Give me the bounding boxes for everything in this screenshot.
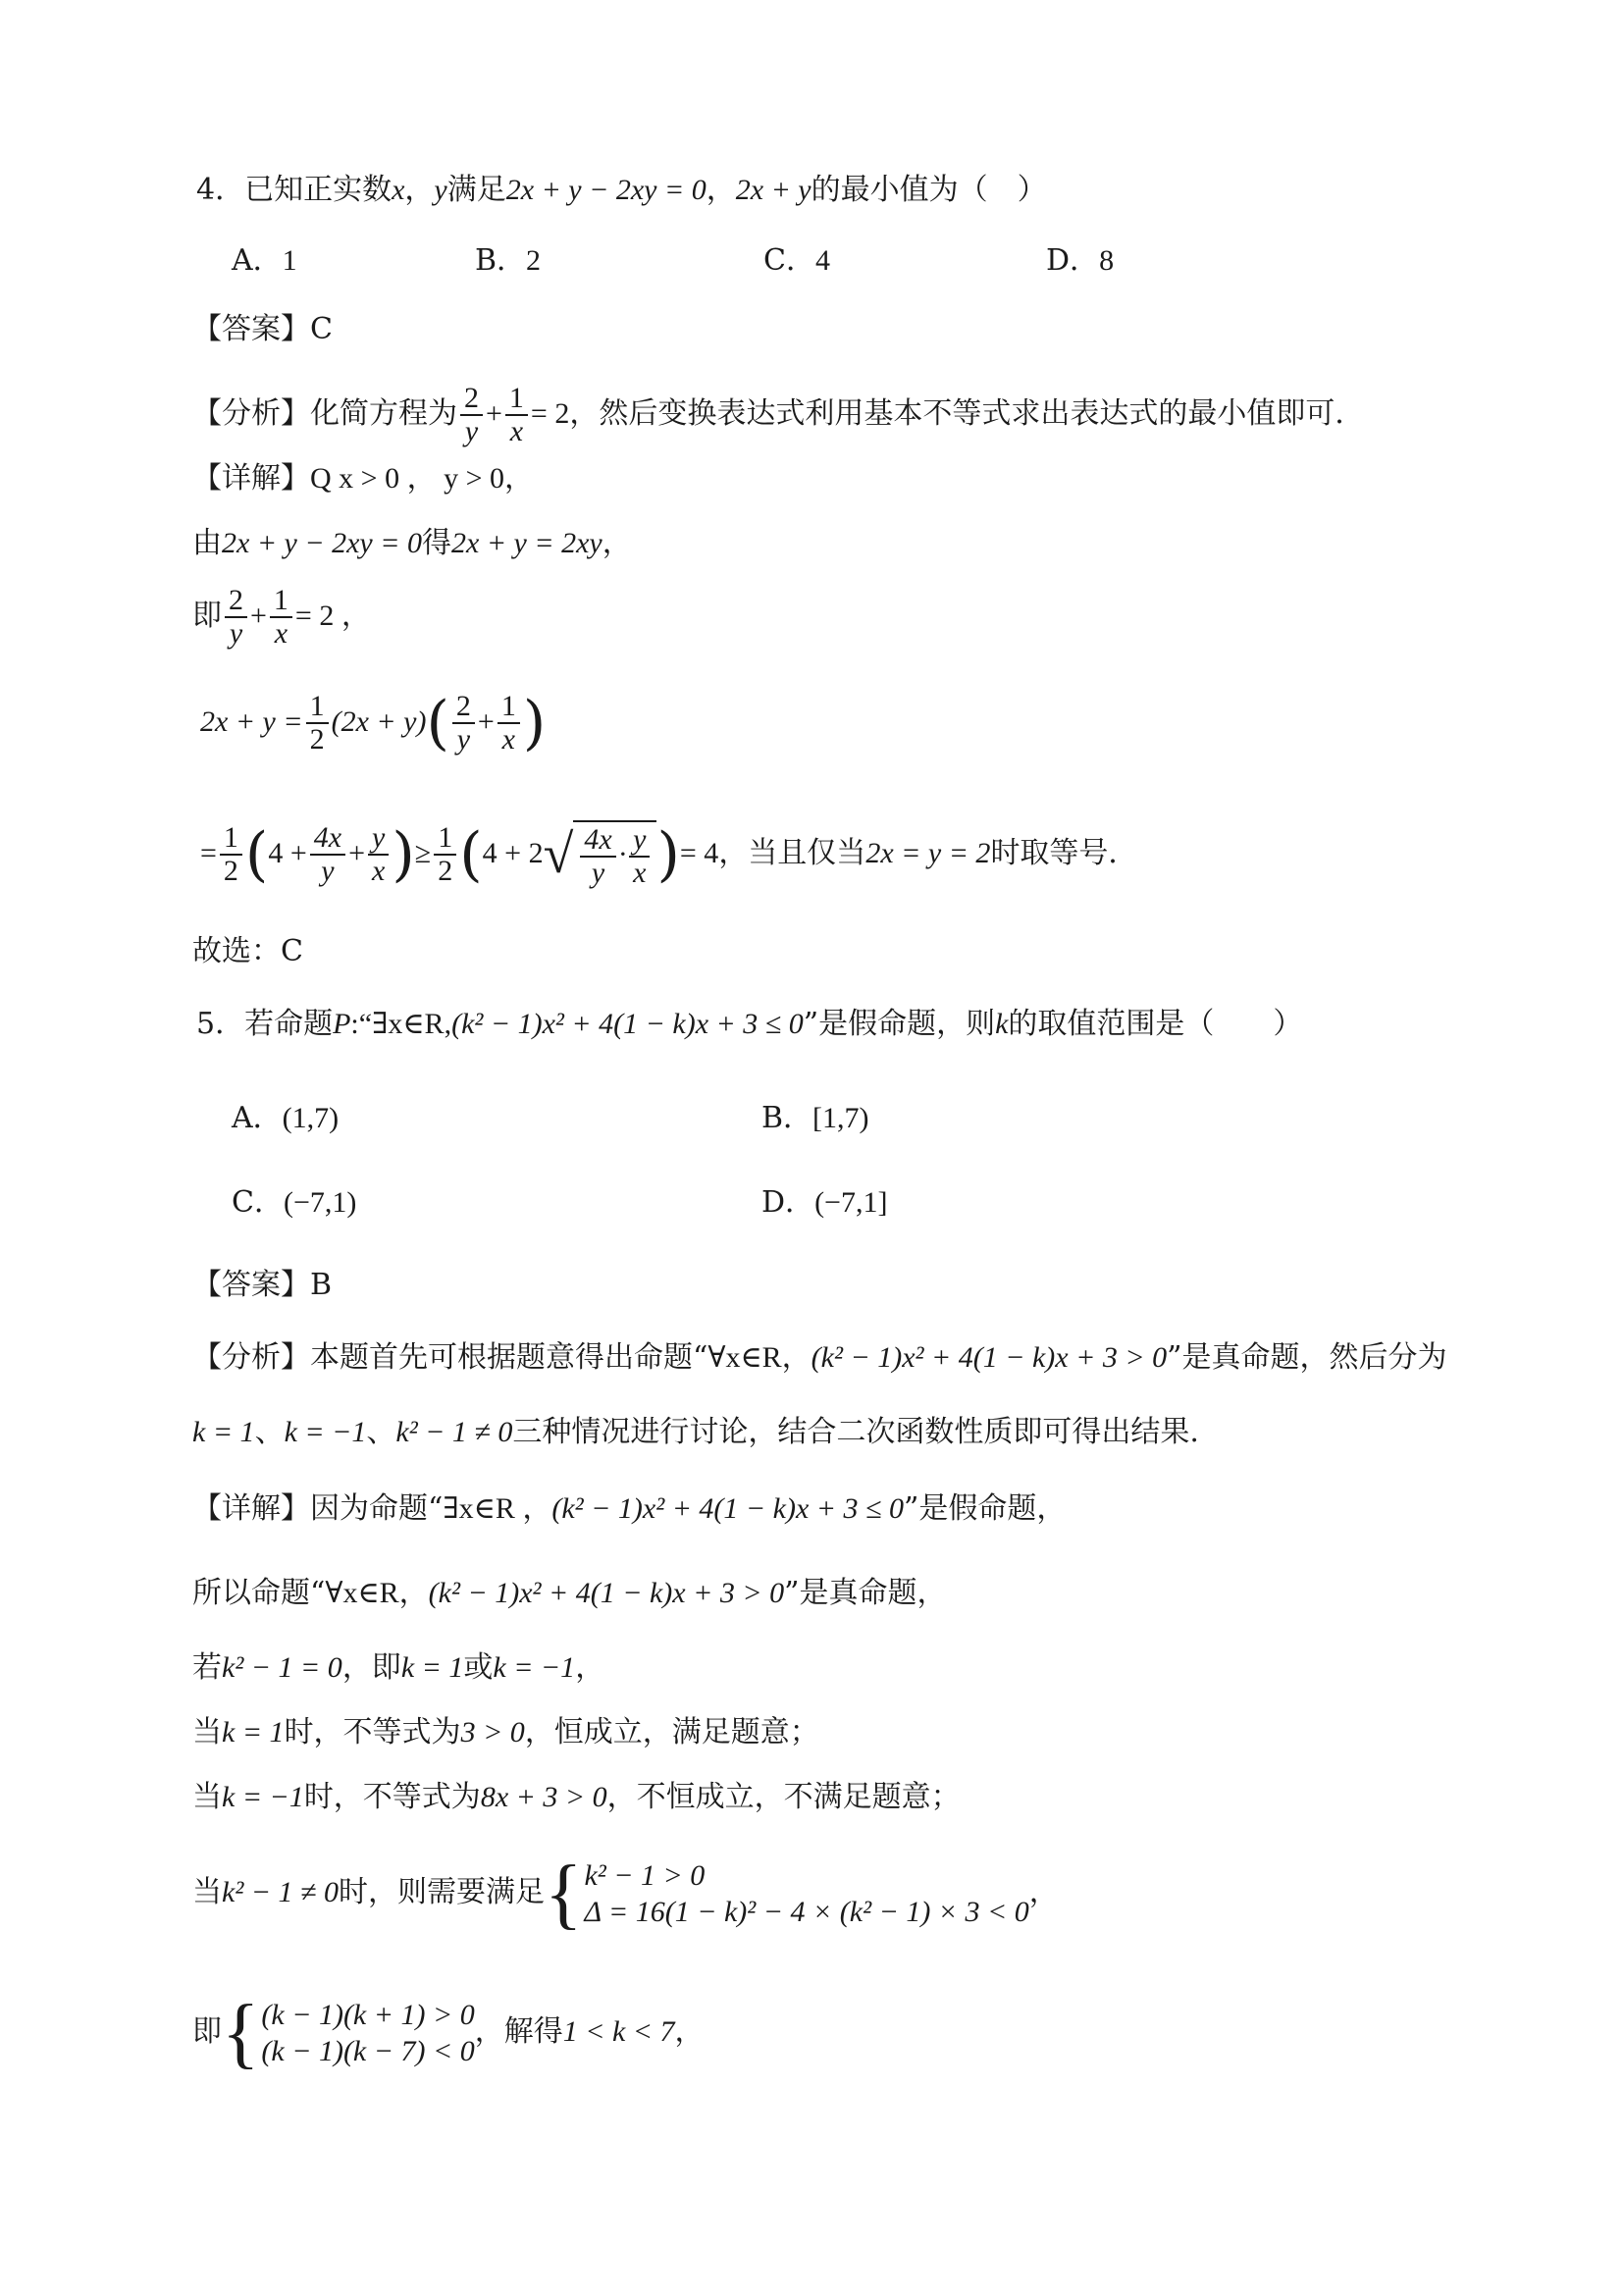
option-label: B．	[761, 1101, 813, 1135]
detail-math: k = 1	[400, 1651, 464, 1684]
q5-detail-3	[192, 1648, 604, 1688]
detail-math: 3 > 0	[460, 1716, 525, 1748]
detail-math: (k² − 1)x² + 4(1 − k)x + 3 ≤ 0	[551, 1492, 904, 1525]
option-label: B．	[475, 243, 527, 278]
option-label: D．	[761, 1185, 815, 1220]
q5-option-c	[232, 1183, 356, 1223]
q5-detail-7	[192, 1990, 705, 2076]
detail-text: ，	[1028, 1875, 1059, 1909]
q4-stem-text: 的最小值为（ ）	[811, 173, 1047, 207]
analysis-text: 、	[254, 1415, 285, 1449]
system-row: (k − 1)(k − 7) < 0	[261, 2035, 475, 2067]
q5-answer	[192, 1266, 332, 1305]
detail-text: 时取等号．	[990, 836, 1138, 870]
fraction-1-over-2: $\frac{1}{2}$	[306, 691, 329, 756]
detail-text: 由	[192, 526, 222, 560]
option-value: 2	[526, 244, 542, 277]
analysis-tag: 【分析】	[192, 1340, 310, 1375]
q5-stem	[196, 1005, 1302, 1044]
detail-text: ，	[575, 1650, 605, 1685]
q5-stem-math: (k² − 1)x² + 4(1 − k)x + 3 ≤ 0	[451, 1008, 804, 1040]
answer-value: B	[310, 1268, 333, 1302]
analysis-text: 化简方程为	[310, 396, 457, 431]
system-row: (k − 1)(k + 1) > 0	[261, 1998, 475, 2031]
detail-math: k = 1	[222, 1716, 285, 1748]
answer-tag: 【答案】	[192, 312, 310, 346]
detail-text: ，解得	[474, 2014, 563, 2049]
detail-text: ”是假命题，	[904, 1491, 1067, 1526]
option-value: (−7,1]	[814, 1186, 888, 1219]
fraction-y-over-x: $\frac{y}{x}$	[368, 822, 389, 887]
detail-math: 2x + y − 2xy = 0	[222, 527, 422, 559]
q4-detail-5: = $\frac{1}{2}$ (4 + $\frac{4x}{y}$ + $\frac{y}{x}$ )≥ $\frac{1}{2}$ (4 + 2√ $\frac{4x}{y}$ · $\frac{y}{x}$ )= 4，当且仅当2x = y = 2时取等号．	[200, 820, 1138, 889]
detail-text: ，	[674, 2014, 705, 2049]
detail-text: 即	[192, 2014, 222, 2049]
analysis-math: k² − 1 ≠ 0	[395, 1416, 513, 1448]
q4-expression: 2x + y	[735, 174, 812, 206]
analysis-tag: 【分析】	[192, 396, 310, 431]
q5-detail-1	[192, 1489, 1066, 1529]
option-value: 8	[1099, 244, 1115, 277]
detail-text: 所以命题“	[192, 1576, 326, 1610]
detail-tag: 【详解】	[192, 461, 310, 496]
option-label: C．	[232, 1185, 284, 1220]
q5-stem-text: ”是假命题，则	[803, 1007, 996, 1041]
option-label: A．	[232, 243, 283, 278]
system-row: Δ = 16(1 − k)² − 4 × (k² − 1) × 3 < 0	[584, 1896, 1029, 1928]
q4-stem-text: 4．已知正实数	[196, 173, 393, 207]
detail-text: ”是真命题，	[784, 1576, 947, 1610]
q4-sep: ，	[706, 173, 736, 207]
left-brace-icon: {	[222, 1990, 260, 2076]
q4-option-b	[475, 241, 541, 281]
q5-detail-2	[192, 1574, 946, 1613]
detail-text: ，不恒成立，不满足题意；	[606, 1780, 961, 1814]
equation-system	[222, 1990, 475, 2076]
q4-var-y: y	[434, 174, 447, 206]
q5-option-a	[232, 1099, 339, 1138]
q4-option-a	[232, 241, 297, 281]
option-value: 4	[814, 244, 830, 277]
q5-stem-text: 5．若命题	[196, 1007, 334, 1041]
choose-text: 故选：C	[192, 934, 303, 968]
detail-text: 时，则需要满足	[339, 1875, 546, 1909]
option-value: (−7,1)	[283, 1186, 357, 1219]
q4-option-d	[1046, 241, 1114, 281]
answer-tag: 【答案】	[192, 1268, 310, 1302]
analysis-text: = 2，然后变换表达式利用基本不等式求出表达式的最小值即可．	[530, 397, 1365, 430]
fraction-4x-over-y: $\frac{4x}{y}$	[310, 822, 345, 887]
detail-math: = 2 ，	[294, 600, 371, 632]
equation-system	[545, 1851, 1029, 1937]
detail-text: 得	[422, 526, 451, 560]
analysis-math: ∀x∈R，	[707, 1341, 812, 1374]
detail-text: 若	[192, 1650, 222, 1685]
detail-math: (2x + y)	[331, 705, 427, 738]
fraction-2-over-y: $\frac{2}{y}$	[452, 691, 475, 756]
q5-stem-text: 的取值范围是（ ）	[1008, 1007, 1303, 1041]
fraction-1-over-x: $\frac{1}{x}$	[497, 691, 520, 756]
detail-math: ∀x∈R，	[325, 1577, 429, 1609]
q5-analysis-1	[192, 1338, 1446, 1378]
detail-math: ≥	[414, 837, 432, 869]
q4-choose	[192, 932, 303, 971]
q4-detail-4: 2x + y = $\frac{1}{2}$ (2x + y)( $\frac{2}{y}$ + $\frac{1}{x}$ )	[200, 689, 547, 757]
detail-math: k² − 1 ≠ 0	[222, 1876, 340, 1908]
detail-math: 8x + 3 > 0	[480, 1781, 607, 1813]
left-brace-icon: {	[545, 1851, 583, 1937]
detail-math: 2x + y =	[200, 705, 303, 738]
fraction-1-over-x: $\frac{1}{x}$	[505, 383, 528, 447]
detail-text: 时，不等式为	[284, 1715, 461, 1749]
q5-detail-6	[192, 1851, 1059, 1937]
option-label: A．	[232, 1101, 283, 1135]
option-value: (1,7)	[282, 1102, 340, 1134]
detail-math: k = −1	[493, 1651, 576, 1684]
detail-text: 因为命题“	[310, 1491, 444, 1526]
detail-math: (k² − 1)x² + 4(1 − k)x + 3 > 0	[428, 1577, 785, 1609]
sqrt-icon: √	[543, 824, 574, 885]
detail-text: 当	[192, 1875, 222, 1909]
sqrt-expression: $\frac{4x}{y}$ · $\frac{y}{x}$	[573, 820, 656, 889]
q5-option-b	[761, 1099, 869, 1138]
answer-value: C	[310, 312, 333, 346]
q4-stem	[196, 171, 1047, 210]
q5-stem-math: :“∃x∈R,	[350, 1008, 452, 1040]
q5-detail-4	[192, 1713, 819, 1752]
q4-sep: ，	[404, 173, 435, 207]
option-label: D．	[1046, 243, 1100, 278]
analysis-math: k = 1	[192, 1416, 255, 1448]
analysis-text: ”是真命题，然后分为	[1167, 1340, 1447, 1375]
q4-stem-text: 满足	[446, 173, 506, 207]
detail-math: 4 +	[268, 837, 307, 869]
detail-math: 1 < k < 7	[562, 2015, 675, 2048]
detail-text: 或	[463, 1650, 494, 1685]
fraction-1-over-2: $\frac{1}{2}$	[434, 822, 456, 887]
analysis-text: 本题首先可根据题意得出命题“	[310, 1340, 708, 1375]
detail-tag: 【详解】	[192, 1491, 310, 1526]
q4-option-c	[763, 241, 830, 281]
detail-text: 当	[192, 1715, 222, 1749]
analysis-text: 、	[366, 1415, 396, 1449]
analysis-math: (k² − 1)x² + 4(1 − k)x + 3 > 0	[811, 1341, 1168, 1374]
detail-text: ，当且仅当	[718, 836, 866, 870]
detail-text: ，恒成立，满足题意；	[524, 1715, 819, 1749]
detail-math: k² − 1 = 0	[222, 1651, 342, 1684]
detail-math: ∃x∈R ，	[443, 1492, 552, 1525]
detail-text: 当	[192, 1780, 222, 1814]
detail-text: 即	[192, 599, 222, 633]
option-value: 1	[282, 244, 297, 277]
q5-analysis-2	[192, 1413, 1199, 1452]
analysis-text: 三种情况进行讨论，结合二次函数性质即可得出结果.	[512, 1415, 1199, 1449]
q4-answer	[192, 310, 333, 349]
fraction-2-over-y: $\frac{2}{y}$	[460, 383, 483, 447]
option-label: C．	[763, 243, 815, 278]
q4-detail-2	[192, 524, 632, 563]
analysis-math: k = −1	[284, 1416, 367, 1448]
q4-detail-1	[192, 459, 534, 498]
q4-var-x: x	[392, 174, 405, 206]
detail-text: Q x > 0 ， y > 0，	[310, 462, 535, 495]
detail-math: =	[200, 837, 217, 869]
option-value: [1,7)	[812, 1102, 869, 1134]
q4-condition: 2x + y − 2xy = 0	[505, 174, 707, 206]
q5-detail-5	[192, 1778, 961, 1817]
detail-math: 4 + 2	[482, 837, 544, 869]
q4-analysis: 【分析】化简方程为 $\frac{2}{y}$ + $\frac{1}{x}$ = 2，然后变换表达式利用基本不等式求出表达式的最小值即可．	[192, 382, 1365, 447]
detail-text: ，	[602, 526, 632, 560]
q4-detail-3: 即 $\frac{2}{y}$ + $\frac{1}{x}$ = 2 ，	[192, 584, 371, 650]
detail-math: = 4	[679, 837, 719, 869]
detail-math: 2x = y = 2	[865, 837, 991, 869]
fraction-2-over-y: $\frac{2}{y}$	[225, 585, 247, 650]
system-row: k² − 1 > 0	[584, 1858, 706, 1892]
q5-var-k: k	[995, 1008, 1009, 1040]
fraction-1-over-2: $\frac{1}{2}$	[220, 822, 242, 887]
detail-text: ，即	[341, 1650, 401, 1685]
q5-var-p: P	[333, 1008, 351, 1040]
q5-option-d	[761, 1183, 887, 1223]
detail-text: 时，不等式为	[303, 1780, 481, 1814]
fraction-1-over-x: $\frac{1}{x}$	[270, 585, 292, 650]
detail-math: 2x + y = 2xy	[451, 527, 602, 559]
detail-math: k = −1	[222, 1781, 304, 1813]
